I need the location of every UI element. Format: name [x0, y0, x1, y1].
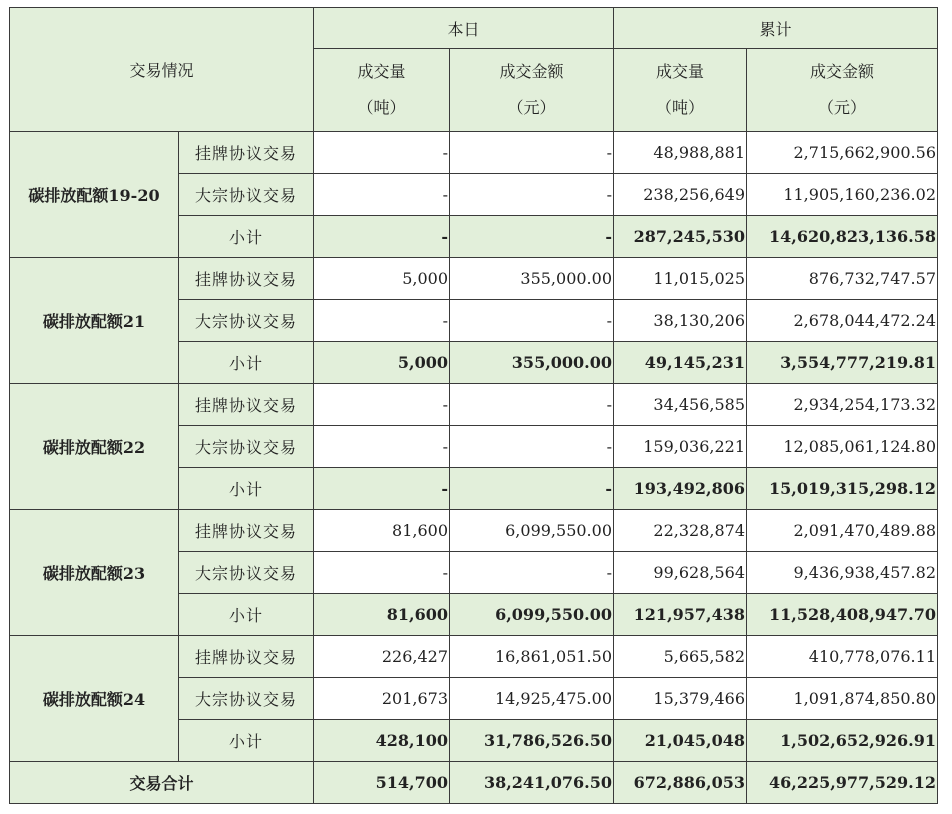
today-volume-cell: - — [314, 552, 450, 594]
today-volume-cell: - — [314, 468, 450, 510]
today-volume-cell: - — [314, 132, 450, 174]
today-amount-cell: 31,786,526.50 — [450, 720, 614, 762]
table-row — [10, 258, 938, 300]
cum-amount-cell: 11,905,160,236.02 — [747, 174, 938, 216]
cum-volume-cell: 159,036,221 — [614, 426, 747, 468]
group-name: 碳排放配额19-20 — [10, 132, 179, 258]
today-amount-cell: - — [450, 426, 614, 468]
subtotal-label: 小计 — [179, 594, 314, 636]
group-name: 碳排放配额22 — [10, 384, 179, 510]
cum-volume-cell: 15,379,466 — [614, 678, 747, 720]
cum-amount-cell: 15,019,315,298.12 — [747, 468, 938, 510]
amount-unit: （元） — [817, 98, 866, 117]
today-amount-cell: 6,099,550.00 — [450, 510, 614, 552]
today-volume-cell: - — [314, 174, 450, 216]
total-label: 交易合计 — [10, 762, 314, 804]
table-row — [10, 132, 938, 174]
trade-type-label: 大宗协议交易 — [179, 174, 314, 216]
trade-type-label: 挂牌协议交易 — [179, 510, 314, 552]
today-volume-cell: - — [314, 384, 450, 426]
total-today-volume: 514,700 — [314, 762, 450, 804]
today-amount-cell: 355,000.00 — [450, 342, 614, 384]
header-cum-amount — [747, 49, 938, 132]
trade-type-label: 挂牌协议交易 — [179, 132, 314, 174]
cum-amount-cell: 1,502,652,926.91 — [747, 720, 938, 762]
header-today-volume — [314, 49, 450, 132]
cum-volume-cell: 34,456,585 — [614, 384, 747, 426]
today-amount-cell: 355,000.00 — [450, 258, 614, 300]
cum-amount-cell: 11,528,408,947.70 — [747, 594, 938, 636]
total-row — [10, 762, 938, 804]
cum-volume-cell: 38,130,206 — [614, 300, 747, 342]
cum-volume-cell: 48,988,881 — [614, 132, 747, 174]
today-volume-cell: - — [314, 300, 450, 342]
total-cum-volume: 672,886,053 — [614, 762, 747, 804]
today-amount-cell: - — [450, 384, 614, 426]
group-name: 碳排放配额24 — [10, 636, 179, 762]
trade-type-label: 挂牌协议交易 — [179, 258, 314, 300]
today-amount-cell: - — [450, 552, 614, 594]
amount-label: 成交金额 — [499, 62, 564, 81]
cum-amount-cell: 3,554,777,219.81 — [747, 342, 938, 384]
header-today: 本日 — [314, 8, 614, 49]
cum-volume-cell: 287,245,530 — [614, 216, 747, 258]
amount-label: 成交金额 — [809, 62, 874, 81]
cum-amount-cell: 2,934,254,173.32 — [747, 384, 938, 426]
today-volume-cell: 81,600 — [314, 510, 450, 552]
cum-amount-cell: 2,715,662,900.56 — [747, 132, 938, 174]
cum-amount-cell: 1,091,874,850.80 — [747, 678, 938, 720]
trade-type-label: 挂牌协议交易 — [179, 636, 314, 678]
cum-amount-cell: 12,085,061,124.80 — [747, 426, 938, 468]
cum-volume-cell: 21,045,048 — [614, 720, 747, 762]
table-row — [10, 510, 938, 552]
today-volume-cell: - — [314, 216, 450, 258]
today-amount-cell: - — [450, 216, 614, 258]
cum-amount-cell: 14,620,823,136.58 — [747, 216, 938, 258]
today-volume-cell: 226,427 — [314, 636, 450, 678]
cum-volume-cell: 121,957,438 — [614, 594, 747, 636]
today-amount-cell: 6,099,550.00 — [450, 594, 614, 636]
header-trade-situation: 交易情况 — [10, 8, 314, 132]
cum-volume-cell: 11,015,025 — [614, 258, 747, 300]
today-volume-cell: - — [314, 426, 450, 468]
header-today-amount — [450, 49, 614, 132]
carbon-trading-table — [9, 7, 938, 804]
subtotal-label: 小计 — [179, 720, 314, 762]
today-amount-cell: 16,861,051.50 — [450, 636, 614, 678]
trade-type-label: 挂牌协议交易 — [179, 384, 314, 426]
cum-volume-cell: 5,665,582 — [614, 636, 747, 678]
volume-unit: （吨） — [655, 98, 704, 117]
subtotal-label: 小计 — [179, 216, 314, 258]
today-volume-cell: 201,673 — [314, 678, 450, 720]
cum-volume-cell: 22,328,874 — [614, 510, 747, 552]
header-cumulative: 累计 — [614, 8, 938, 49]
cum-amount-cell: 2,678,044,472.24 — [747, 300, 938, 342]
today-volume-cell: 81,600 — [314, 594, 450, 636]
cum-amount-cell: 410,778,076.11 — [747, 636, 938, 678]
today-amount-cell: 14,925,475.00 — [450, 678, 614, 720]
cum-volume-cell: 193,492,806 — [614, 468, 747, 510]
header-cum-volume — [614, 49, 747, 132]
total-today-amount: 38,241,076.50 — [450, 762, 614, 804]
cum-volume-cell: 49,145,231 — [614, 342, 747, 384]
table-row — [10, 636, 938, 678]
cum-volume-cell: 238,256,649 — [614, 174, 747, 216]
today-volume-cell: 428,100 — [314, 720, 450, 762]
volume-label: 成交量 — [655, 62, 704, 81]
volume-label: 成交量 — [357, 62, 406, 81]
trade-type-label: 大宗协议交易 — [179, 300, 314, 342]
amount-unit: （元） — [507, 98, 556, 117]
cum-amount-cell: 2,091,470,489.88 — [747, 510, 938, 552]
total-cum-amount: 46,225,977,529.12 — [747, 762, 938, 804]
today-amount-cell: - — [450, 300, 614, 342]
today-volume-cell: 5,000 — [314, 342, 450, 384]
today-volume-cell: 5,000 — [314, 258, 450, 300]
trade-type-label: 大宗协议交易 — [179, 426, 314, 468]
today-amount-cell: - — [450, 468, 614, 510]
cum-volume-cell: 99,628,564 — [614, 552, 747, 594]
subtotal-label: 小计 — [179, 468, 314, 510]
volume-unit: （吨） — [357, 98, 406, 117]
cum-amount-cell: 876,732,747.57 — [747, 258, 938, 300]
cum-amount-cell: 9,436,938,457.82 — [747, 552, 938, 594]
trade-type-label: 大宗协议交易 — [179, 678, 314, 720]
group-name: 碳排放配额21 — [10, 258, 179, 384]
today-amount-cell: - — [450, 174, 614, 216]
group-name: 碳排放配额23 — [10, 510, 179, 636]
trade-type-label: 大宗协议交易 — [179, 552, 314, 594]
subtotal-label: 小计 — [179, 342, 314, 384]
today-amount-cell: - — [450, 132, 614, 174]
table-row — [10, 384, 938, 426]
